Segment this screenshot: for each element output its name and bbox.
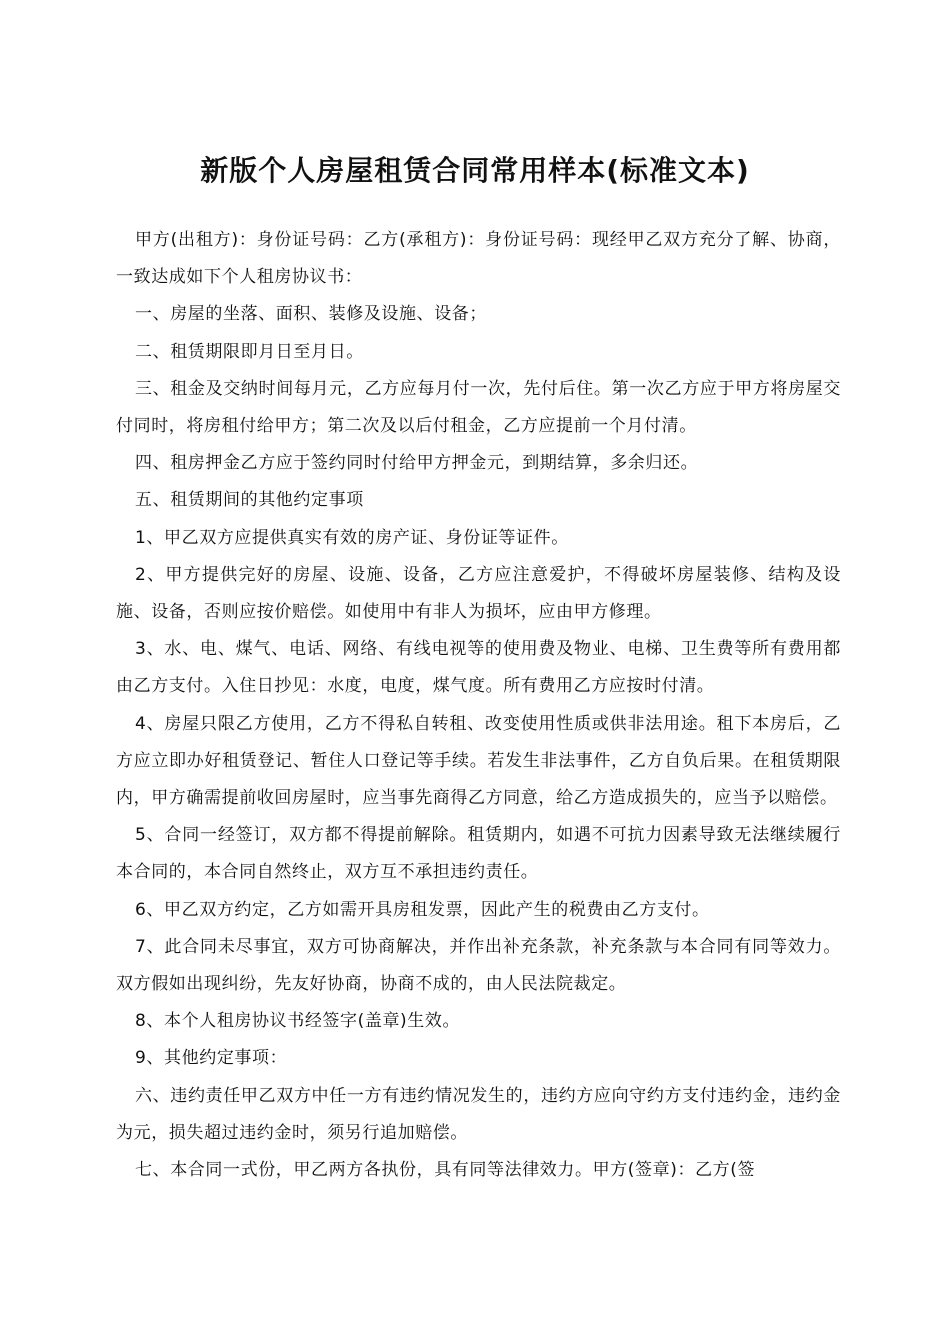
paragraph-item-4: 4、房屋只限乙方使用，乙方不得私自转租、改变使用性质或供非法用途。租下本房后，乙方应立即办好租赁登记、暂住人口登记等手续。若发生非法事件，乙方自负后果。在租赁期限内，甲方确需提前收回房屋时，应当事先商得乙方同意，给乙方造成损失的，应当予以赔偿。 — [116, 713, 841, 809]
paragraph-item-2: 2、甲方提供完好的房屋、设施、设备，乙方应注意爱护，不得破坏房屋装修、结构及设施、设备，否则应按价赔偿。如使用中有非人为损坏，应由甲方修理。 — [116, 564, 841, 623]
paragraph-item-7: 7、此合同未尽事宜，双方可协商解决，并作出补充条款，补充条款与本合同有同等效力。双方假如出现纠纷，先友好协商，协商不成的，由人民法院裁定。 — [116, 936, 841, 995]
paragraph-clause-5: 五、租赁期间的其他约定事项 — [135, 490, 364, 511]
paragraph-item-1: 1、甲乙双方应提供真实有效的房产证、身份证等证件。 — [135, 527, 569, 548]
paragraph-parties: 甲方(出租方)：身份证号码：乙方(承租方)：身份证号码：现经甲乙双方充分了解、协商，一致达成如下个人租房协议书： — [116, 230, 841, 288]
paragraph-item-3: 3、水、电、煤气、电话、网络、有线电视等的使用费及物业、电梯、卫生费等所有费用都由乙方支付。入住日抄见：水度，电度，煤气度。所有费用乙方应按时付清。 — [116, 639, 841, 697]
paragraph-clause-7: 七、本合同一式份，甲乙两方各执份，具有同等法律效力。甲方(签章)：乙方(签 — [135, 1160, 756, 1181]
paragraph-clause-2: 二、租赁期限即月日至月日。 — [135, 341, 364, 362]
document-title: 新版个人房屋租赁合同常用样本(标准文本) — [200, 153, 750, 187]
paragraph-clause-6: 六、违约责任甲乙双方中任一方有违约情况发生的，违约方应向守约方支付违约金，违约金为元，损失超过违约金时，须另行追加赔偿。 — [116, 1085, 841, 1143]
paragraph-clause-1: 一、房屋的坐落、面积、装修及设施、设备； — [135, 304, 487, 325]
paragraph-clause-3: 三、租金及交纳时间每月元，乙方应每月付一次，先付后住。第一次乙方应于甲方将房屋交付同时，将房租付给甲方；第二次及以后付租金，乙方应提前一个月付清。 — [116, 378, 841, 437]
paragraph-item-9: 9、其他约定事项： — [135, 1048, 288, 1069]
paragraph-item-6: 6、甲乙双方约定，乙方如需开具房租发票，因此产生的税费由乙方支付。 — [135, 899, 710, 920]
paragraph-item-5: 5、合同一经签订，双方都不得提前解除。租赁期内，如遇不可抗力因素导致无法继续履行本合同的，本合同自然终止，双方互不承担违约责任。 — [116, 825, 841, 883]
contract-body — [116, 222, 841, 1189]
paragraph-clause-4: 四、租房押金乙方应于签约同时付给甲方押金元，到期结算，多余归还。 — [135, 453, 699, 474]
paragraph-item-8: 8、本个人租房协议书经签字(盖章)生效。 — [135, 1011, 461, 1032]
